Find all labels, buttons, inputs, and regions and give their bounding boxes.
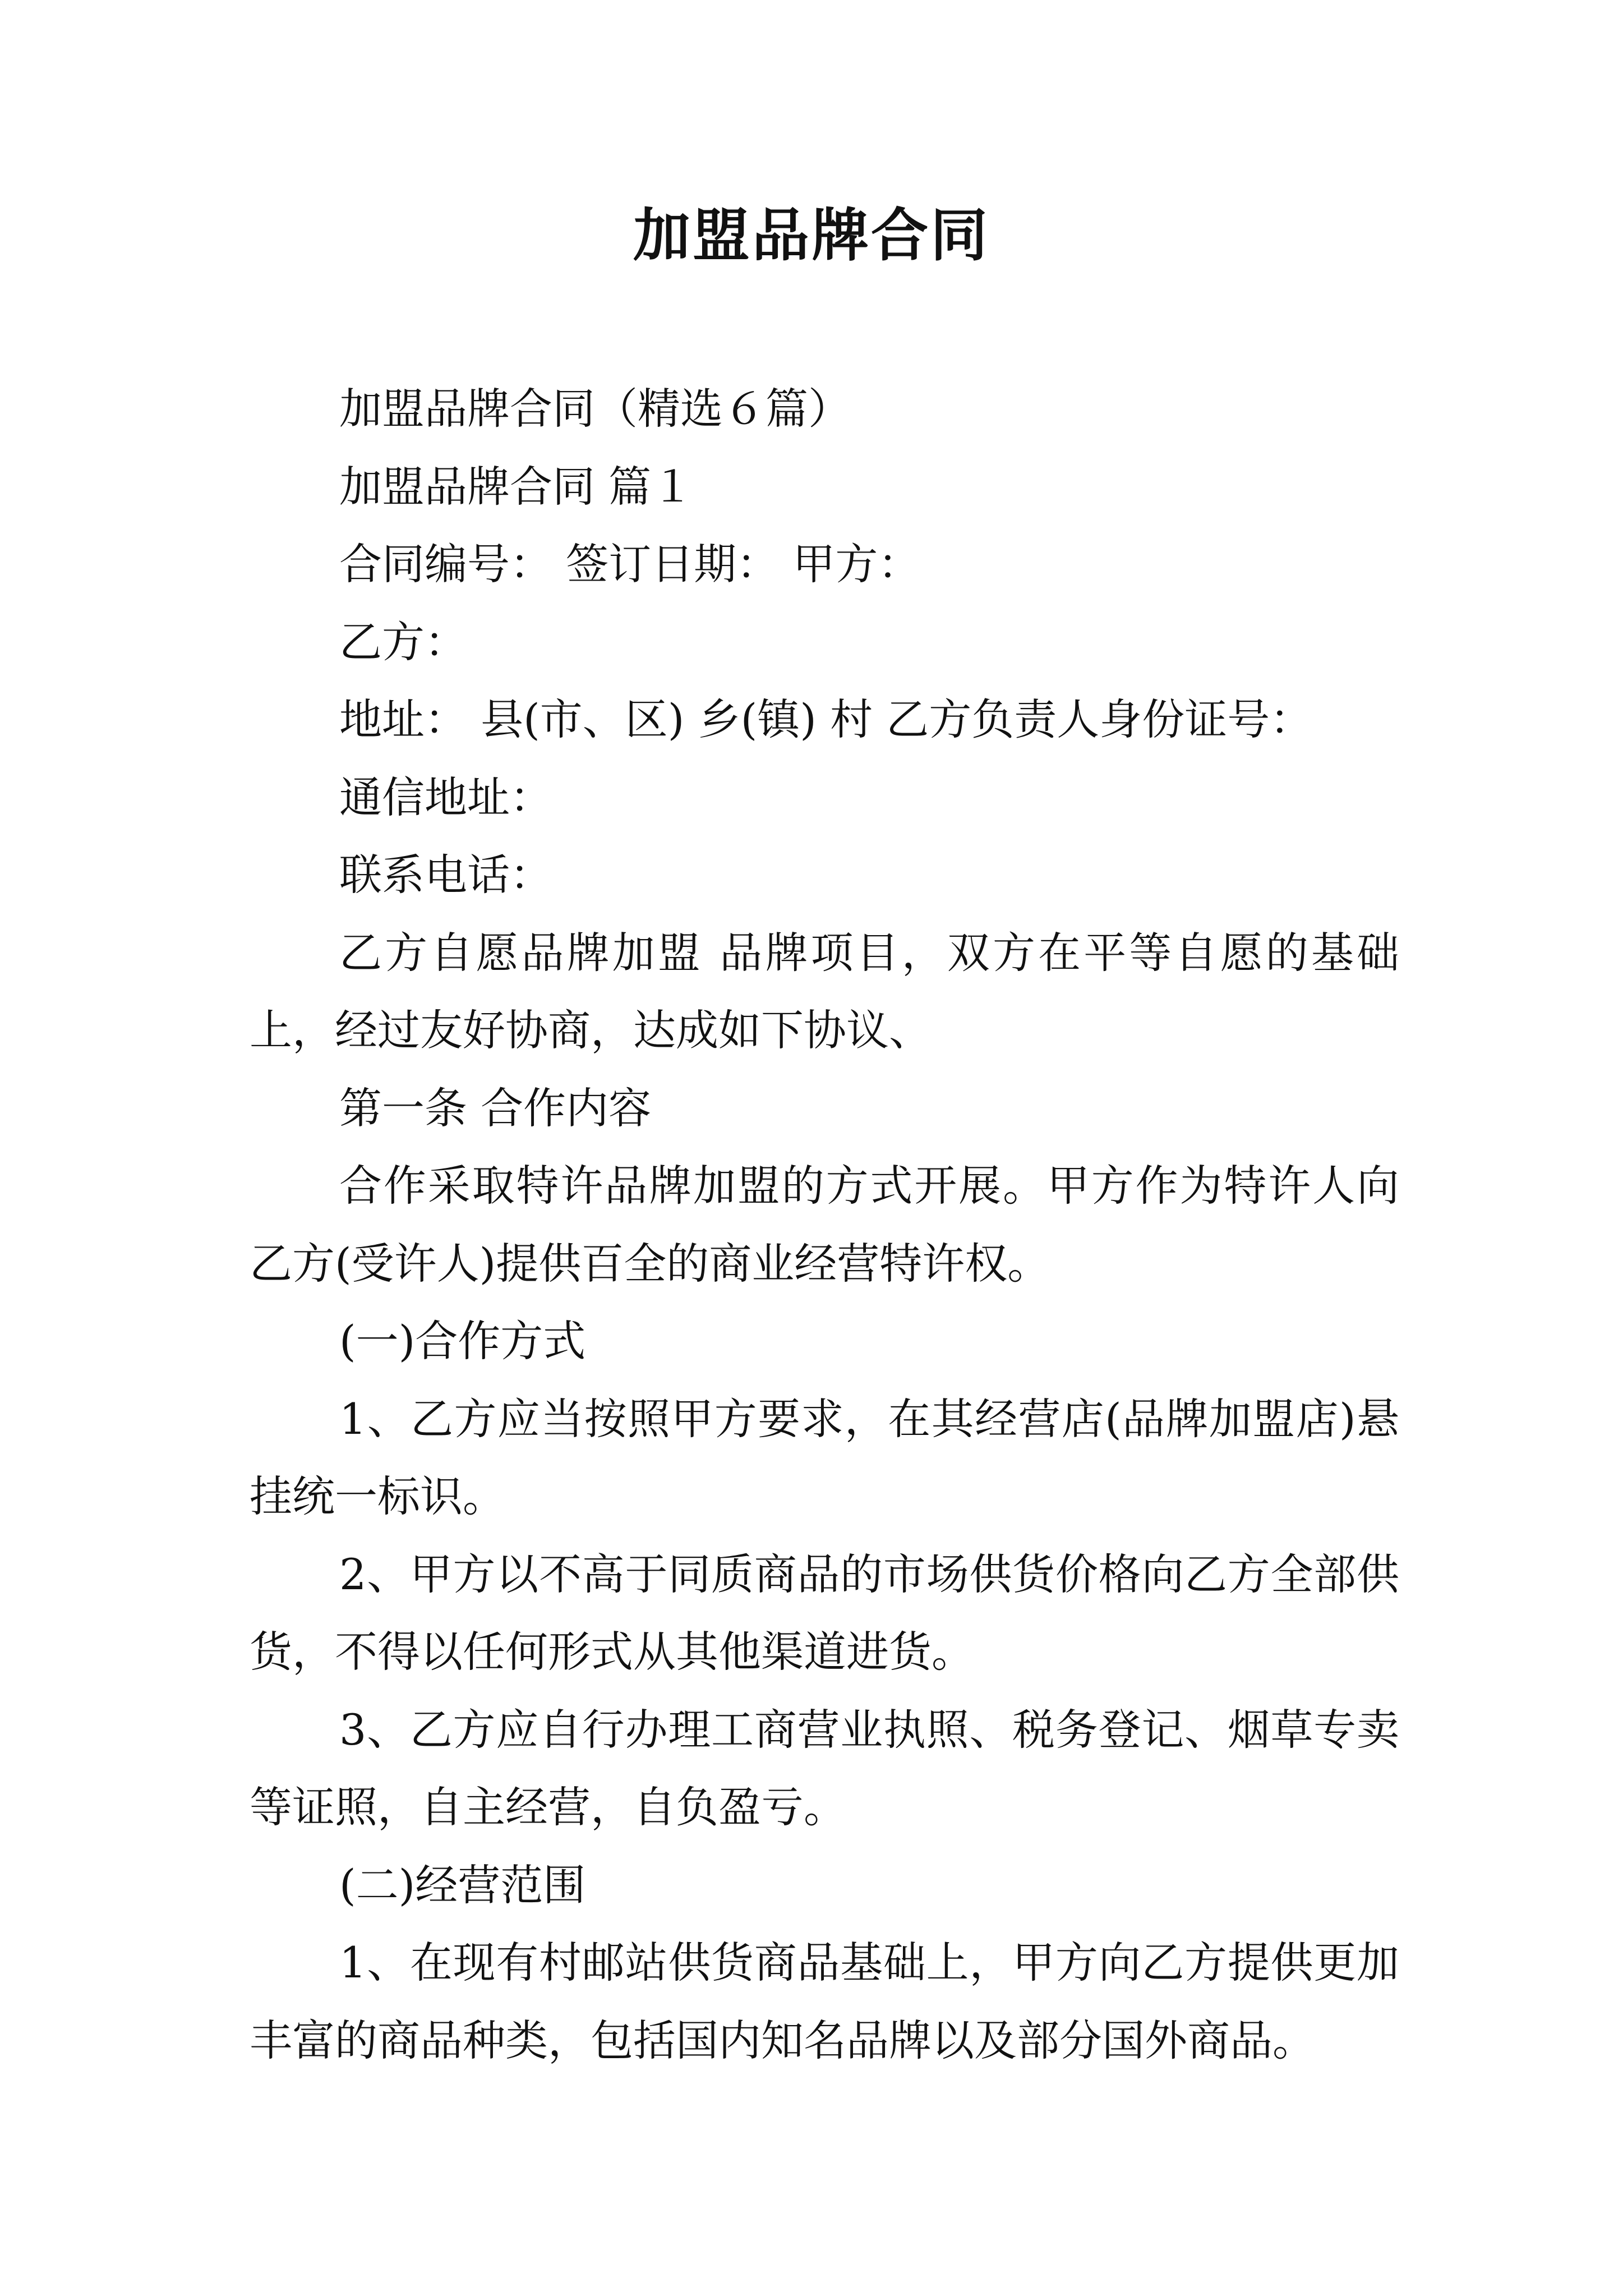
document-title: 加盟品牌合同 <box>633 202 990 269</box>
paragraph-phone: 联系电话： <box>339 850 552 900</box>
paragraph-cooperation-method: (一)合作方式 <box>339 1316 586 1366</box>
paragraph-section-heading: 加盟品牌合同 篇１ <box>339 461 694 512</box>
paragraph-mailing-address: 通信地址： <box>339 772 552 822</box>
paragraph-address: 地址： 县(市、区) 乡(镇) 村 乙方负责人身份证号： <box>339 694 1313 744</box>
paragraph-contract-number: 合同编号： 签订日期： 甲方： <box>339 539 921 589</box>
paragraph-item-2: 2、甲方以不高于同质商品的市场供货价格向乙方全部供货，不得以任何形式从其他渠道进货。 <box>250 1549 1399 1677</box>
paragraph-business-scope: (二)经营范围 <box>339 1860 586 1910</box>
paragraph-item-1: 1、乙方应当按照甲方要求，在其经营店(品牌加盟店)悬挂统一标识。 <box>250 1393 1399 1521</box>
paragraph-party-b: 乙方： <box>339 616 467 667</box>
paragraph-item-3: 3、乙方应自行办理工商营业执照、税务登记、烟草专卖等证照，自主经营，自负盈亏。 <box>250 1704 1399 1832</box>
paragraph-article-one: 第一条 合作内容 <box>339 1083 652 1133</box>
paragraph-cooperation-content: 合作采取特许品牌加盟的方式开展。甲方作为特许人向乙方(受许人)提供百全的商业经营特许权。 <box>250 1161 1399 1289</box>
paragraph-subtitle: 加盟品牌合同（精选６篇） <box>339 384 851 434</box>
paragraph-scope-item-1: 1、在现有村邮站供货商品基础上，甲方向乙方提供更加丰富的商品种类，包括国内知名品牌以及部分国外商品。 <box>250 1938 1399 2065</box>
document-body <box>250 370 1399 2079</box>
paragraph-agreement-intro: 乙方自愿品牌加盟 品牌项目，双方在平等自愿的基础上，经过友好协商，达成如下协议、 <box>250 927 1399 1055</box>
